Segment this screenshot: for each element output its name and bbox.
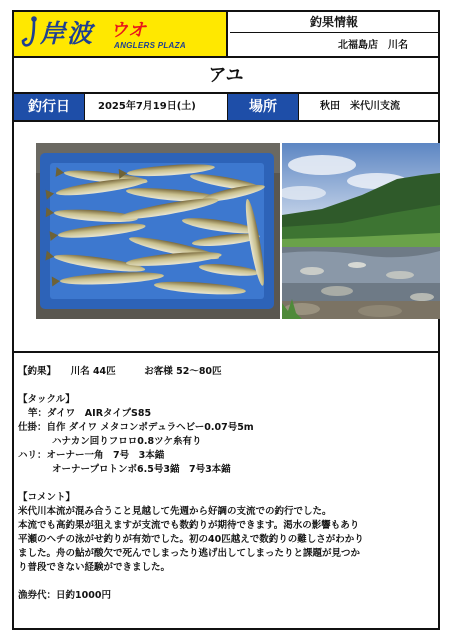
fishing-ticket-fee: 漁券代：日釣1000円: [18, 590, 111, 601]
fish-species-title: アユ: [14, 58, 438, 94]
place-label: 場所: [228, 94, 298, 120]
angler-catch: 川名 44匹: [70, 366, 116, 377]
comment-heading: 【コメント】: [18, 492, 76, 503]
store-logo: [14, 12, 228, 56]
fishing-report-sheet: [12, 10, 440, 630]
comment-line: ました。舟の鮎が酸欠で死んでしまったり逃げ出してしまったりと課題が見つか: [18, 548, 361, 559]
fish-hook-icon: [20, 16, 42, 50]
store-name: 北福島店 川名: [338, 40, 408, 51]
catch-line: [18, 365, 434, 379]
comment-line: 本流でも高釣果が狙えますが支流でも数釣りが期待できます。渇水の影響もあり: [18, 520, 360, 531]
trip-info-row: [14, 94, 438, 122]
date-value: 2025年7月19日(土): [98, 101, 196, 112]
photo-area: [14, 122, 438, 353]
logo-main-text: 岸波: [40, 19, 95, 48]
place-value: 秋田 米代川支流: [320, 101, 400, 112]
report-header: [14, 12, 438, 58]
catch-photo: [36, 143, 280, 319]
logo-accent-text: ウオ: [110, 20, 146, 41]
hook-line: ハリ：オーナー一角 7号 3本錨: [18, 450, 165, 461]
catch-heading: 【釣果】: [18, 366, 57, 377]
rod-line: 竿：ダイワ AIRタイプS85: [28, 408, 152, 419]
comment-line: り普段できない経験ができました。: [18, 562, 171, 573]
hook-line-detail: オーナープロトンボ6.5号3錨 7号3本錨: [52, 464, 231, 475]
report-body: [18, 365, 434, 603]
comment-line: 平瀬のヘチの泳がせ釣りが有効でした。初の40匹越えで数釣りの難しさがわかり: [18, 534, 364, 545]
guest-catch: お客様 52～80匹: [144, 366, 222, 377]
logo-subtitle: ANGLERS PLAZA: [114, 41, 186, 50]
river-photo: [282, 143, 440, 319]
header-right: [230, 12, 438, 56]
tackle-heading: 【タックル】: [18, 394, 75, 405]
comment-line: 米代川本流が混み合うこと見越して先週から好調の支流での釣行でした。: [18, 506, 332, 517]
date-label: 釣行日: [14, 94, 84, 120]
rig-line-detail: ハナカン回りフロロ0.8ツケ糸有り: [52, 436, 202, 447]
report-type: 釣果情報: [230, 12, 438, 33]
rig-line: 仕掛：自作 ダイワ メタコンポデュラヘビー0.07号5m: [18, 422, 254, 433]
